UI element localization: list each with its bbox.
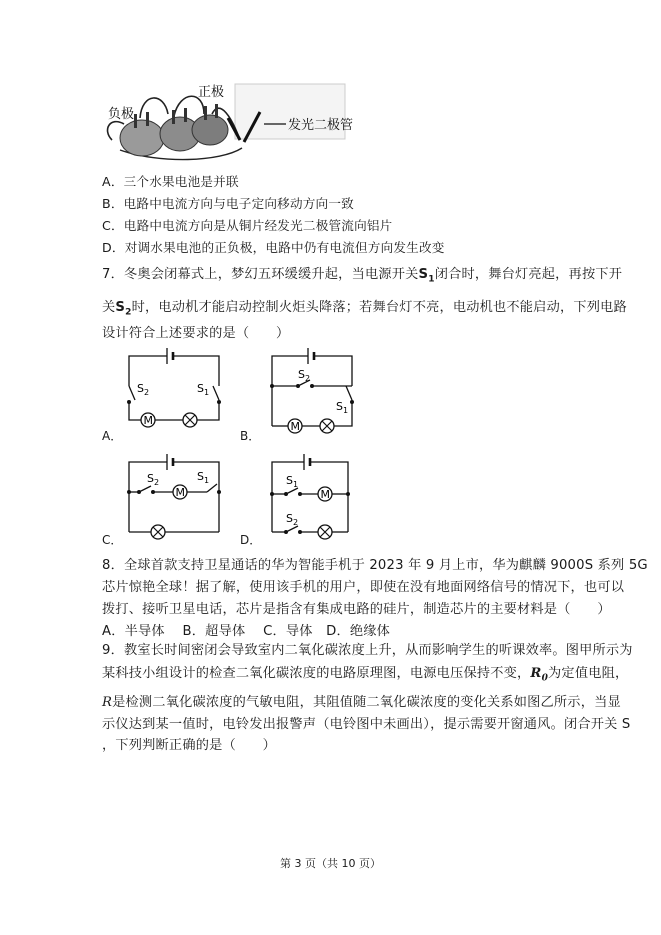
- lamp-b: [320, 419, 334, 433]
- label-led: 发光二极管: [288, 118, 354, 133]
- q9-r0: $R_0$: [530, 666, 549, 684]
- circuit-c-label: C．: [102, 533, 123, 547]
- svg-text:S2: $S_2$: [286, 512, 299, 527]
- page-footer: 第 3 页（共 10 页）: [280, 857, 381, 870]
- svg-text:S2: $S_2$: [137, 382, 150, 397]
- label-negative: 负极: [108, 107, 135, 122]
- q7-line-1: [102, 263, 622, 285]
- fruit-battery-figure: [100, 78, 370, 166]
- q8-options: A．半导体 B．超导体 C．导体 D．绝缘体: [102, 624, 390, 639]
- q9-r: R: [102, 695, 113, 710]
- electrode-1: [134, 114, 137, 128]
- electrode-4: [184, 108, 187, 122]
- lamp-c: [151, 525, 165, 539]
- q7-s1: $S_1$: [418, 267, 435, 285]
- fruit-1: [120, 120, 164, 156]
- circuit-d-label: D．: [240, 533, 262, 547]
- q9-line-3: [102, 691, 621, 710]
- q7-line-2: [102, 296, 627, 318]
- svg-text:S1: $S_1$: [336, 400, 349, 415]
- q7-line2-post: 时，电动机才能启动控制火炬头降落；若舞台灯不亮，电动机也不能启动，下列电路: [131, 300, 627, 315]
- q6-option-b: B．电路中电流方向与电子定向移动方向一致: [102, 196, 354, 211]
- circuit-b: [268, 346, 368, 438]
- q8-line-2: 芯片惊艳全球！据了解，使用该手机的用户，即使在没有地面网络信号的情况下，也可以: [102, 580, 625, 595]
- svg-text:S1: $S_1$: [286, 474, 299, 489]
- electrode-2: [146, 112, 149, 126]
- q9-line2-pre: 某科技小组设计的检查二氧化碳浓度的电路原理图，电源电压保持不变，: [102, 666, 531, 681]
- svg-text:S1: $S_1$: [197, 470, 210, 485]
- lamp-a: [183, 413, 197, 427]
- circuit-a-label: A．: [102, 429, 123, 443]
- q8-line-3: 拨打、接听卫星电话，芯片是指含有集成电路的硅片，制造芯片的主要材料是（ ）: [102, 602, 611, 617]
- q7-line1-pre: 7．冬奥会闭幕式上，梦幻五环缓缓升起，当电源开关: [102, 267, 419, 282]
- q9-line3-post: 是检测二氧化碳浓度的气敏电阻，其阻值随二氧化碳浓度的变化关系如图乙所示，当显: [112, 695, 621, 710]
- electrode-6: [215, 104, 218, 118]
- q7-s2: $S_2$: [115, 300, 132, 318]
- q8-line-1: 8．全球首款支持卫星通话的华为智能手机于 2023 年 9 月上市，华为麒麟 9000S 系列 5G: [102, 558, 648, 573]
- circuit-a: [125, 346, 225, 436]
- q7-line2-pre: 关: [102, 300, 116, 315]
- q9-line-4: 示仪达到某一值时，电铃发出报警声（电铃图中未画出），提示需要开窗通风。闭合开关 S: [102, 717, 631, 732]
- electrode-5: [204, 106, 207, 120]
- electrode-3: [172, 110, 175, 124]
- q6-option-c: C．电路中电流方向是从铜片经发光二极管流向铝片: [102, 218, 393, 233]
- q7-line1-post: 闭合时，舞台灯亮起，再按下开: [434, 267, 623, 282]
- svg-text:S2: $S_2$: [147, 472, 160, 487]
- svg-text:M: M: [175, 486, 185, 499]
- circuit-d: [268, 452, 368, 544]
- svg-text:S2: $S_2$: [298, 368, 311, 383]
- fruit-wire-1: [140, 98, 168, 118]
- q9-line-5: ，下列判断正确的是（ ）: [102, 738, 277, 753]
- q6-option-d: D．对调水果电池的正负极，电路中仍有电流但方向发生改变: [102, 240, 445, 255]
- q9-line2-post: 为定值电阻，: [548, 666, 629, 681]
- q9-line-1: 9．教室长时间密闭会导致室内二氧化碳浓度上升，从而影响学生的听课效率。图甲所示为: [102, 643, 633, 658]
- circuit-b-label: B．: [240, 429, 261, 443]
- lamp-d: [318, 525, 332, 539]
- svg-text:M: M: [143, 414, 153, 427]
- fruit-3: [192, 115, 228, 145]
- label-positive: 正极: [198, 85, 225, 100]
- q7-line-3: 设计符合上述要求的是（ ）: [102, 326, 290, 341]
- svg-text:M: M: [320, 488, 330, 501]
- svg-text:S1: $S_1$: [197, 382, 210, 397]
- q9-line-2: [102, 662, 628, 684]
- circuit-c: [125, 452, 225, 544]
- q6-option-a: A．三个水果电池是并联: [102, 174, 239, 189]
- svg-text:M: M: [290, 420, 300, 433]
